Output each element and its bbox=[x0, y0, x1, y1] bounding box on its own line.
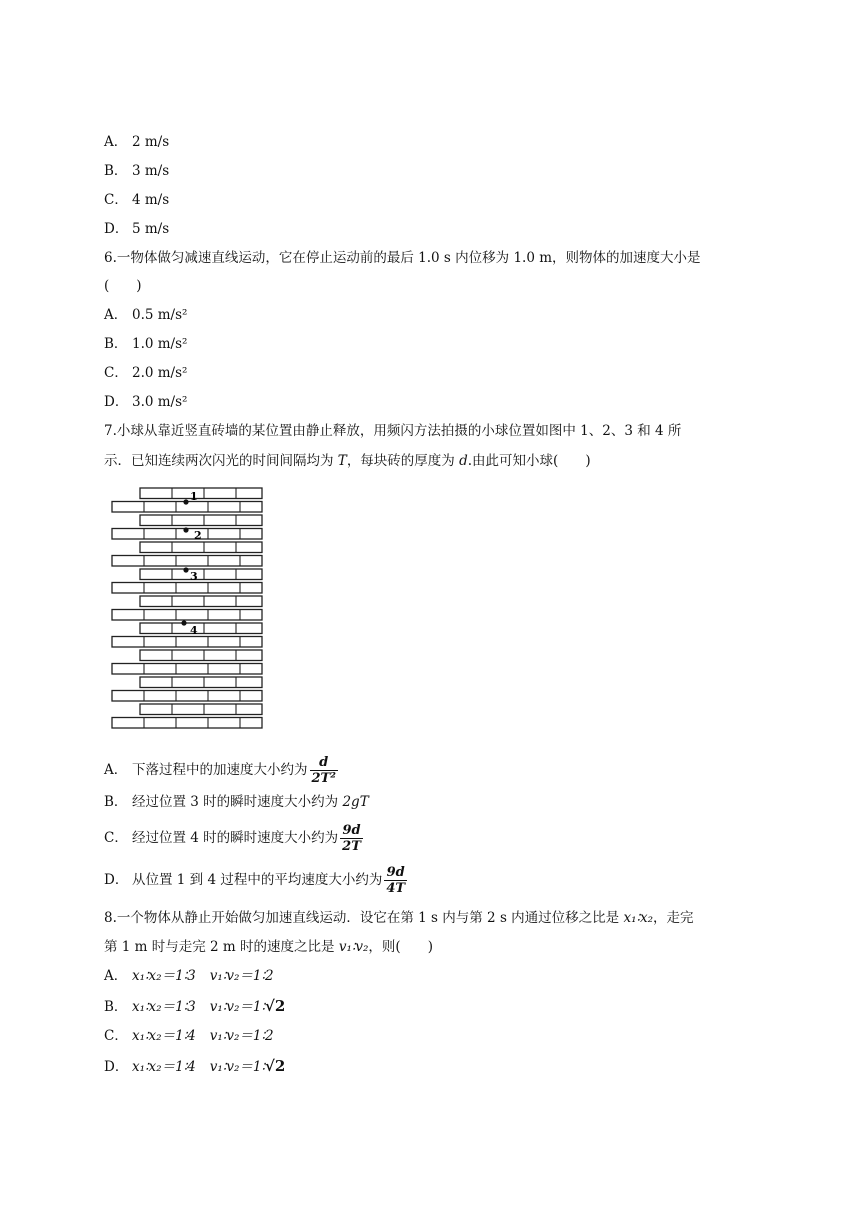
option-text: 3 m/s bbox=[132, 163, 170, 179]
q5-option-a bbox=[104, 132, 169, 152]
option-text: 2.0 m/s² bbox=[132, 365, 188, 381]
option-letter: C． bbox=[104, 830, 128, 846]
v-ratio: v₁∶v₂＝1∶2 bbox=[209, 968, 274, 984]
stem-text: ，则( ) bbox=[368, 939, 433, 955]
option-letter: A． bbox=[104, 307, 128, 323]
option-letter: B． bbox=[104, 794, 128, 810]
q6-option-b bbox=[104, 334, 187, 354]
brick-rows bbox=[112, 488, 262, 728]
ball-position-2 bbox=[183, 527, 188, 532]
x-ratio: x₁∶x₂＝1∶3 bbox=[132, 968, 196, 984]
math-expression: x₁∶x₂ bbox=[623, 910, 654, 926]
q8-stem-line1 bbox=[104, 908, 694, 928]
option-letter: D． bbox=[104, 394, 129, 410]
q6-stem-line1: 6.一物体做匀减速直线运动，它在停止运动前的最后 1.0 s 内位移为 1.0 m，则物体的加速度大小是 bbox=[104, 250, 701, 266]
q6-option-d bbox=[104, 392, 187, 412]
option-letter: C． bbox=[104, 365, 128, 381]
fraction bbox=[340, 824, 363, 853]
q8-option-a bbox=[104, 966, 274, 986]
option-letter: A． bbox=[104, 762, 128, 778]
fraction-numerator: d bbox=[319, 755, 329, 770]
x-ratio: x₁∶x₂＝1∶4 bbox=[132, 1028, 196, 1044]
option-text: 4 m/s bbox=[132, 192, 170, 208]
math-symbol: T bbox=[337, 453, 347, 469]
ball-position-3 bbox=[183, 567, 188, 572]
fraction-denominator: 4T bbox=[386, 881, 406, 896]
q5-option-d bbox=[104, 219, 169, 239]
v-ratio: v₁∶v₂＝1∶ bbox=[209, 999, 265, 1015]
v-ratio: v₁∶v₂＝1∶2 bbox=[209, 1028, 274, 1044]
option-text: 5 m/s bbox=[132, 221, 170, 237]
math-expression: v₁∶v₂ bbox=[338, 939, 369, 955]
fraction-denominator: 2T bbox=[342, 839, 361, 854]
position-label-3: 3 bbox=[190, 570, 198, 583]
brick-wall-figure bbox=[104, 484, 274, 734]
q7-option-c bbox=[104, 824, 363, 853]
brick-row bbox=[140, 677, 262, 688]
brick-row bbox=[140, 569, 262, 580]
q7-option-d bbox=[104, 866, 407, 895]
q8-option-c bbox=[104, 1026, 274, 1046]
option-letter: A． bbox=[104, 968, 128, 984]
fraction-numerator: 9d bbox=[342, 823, 361, 838]
option-text: 0.5 m/s² bbox=[132, 307, 188, 323]
option-text: 经过位置 3 时的瞬时速度大小约为 bbox=[132, 794, 343, 810]
fraction bbox=[310, 756, 338, 785]
brick-row bbox=[140, 542, 262, 553]
option-text: 从位置 1 到 4 过程中的平均速度大小约为 bbox=[132, 872, 383, 888]
brick-row bbox=[140, 596, 262, 607]
brick-row bbox=[140, 704, 262, 715]
brick-row bbox=[140, 623, 262, 634]
stem-text: ，走完 bbox=[653, 910, 694, 926]
option-letter: C． bbox=[104, 192, 128, 208]
x-ratio: x₁∶x₂＝1∶3 bbox=[132, 999, 196, 1015]
q5-option-c bbox=[104, 190, 169, 210]
position-label-4: 4 bbox=[190, 624, 198, 637]
fraction-denominator: 2T² bbox=[311, 771, 336, 786]
q7-stem-line1: 7.小球从靠近竖直砖墙的某位置由静止释放，用频闪方法拍摄的小球位置如图中 1、2、3 和 4 所 bbox=[104, 423, 682, 439]
option-letter: B． bbox=[104, 336, 128, 352]
q6-option-c bbox=[104, 363, 187, 383]
option-text: 1.0 m/s² bbox=[132, 336, 188, 352]
sqrt-expression: √2 bbox=[264, 997, 286, 1015]
math-expression: 2gT bbox=[342, 794, 369, 810]
q8-option-b bbox=[104, 996, 285, 1017]
stem-text: .由此可知小球( ) bbox=[467, 453, 591, 469]
q5-option-b bbox=[104, 161, 169, 181]
brick-row bbox=[140, 515, 262, 526]
option-text: 下落过程中的加速度大小约为 bbox=[132, 762, 308, 778]
stem-text: 示．已知连续两次闪光的时间间隔均为 bbox=[104, 453, 338, 469]
option-text: 3.0 m/s² bbox=[132, 394, 188, 410]
option-letter: B． bbox=[104, 999, 128, 1015]
position-label-2: 2 bbox=[194, 529, 202, 542]
q6-stem-line2: ( ) bbox=[104, 278, 142, 294]
stem-text: ，每块砖的厚度为 bbox=[346, 453, 460, 469]
option-letter: D． bbox=[104, 872, 129, 888]
option-letter: B． bbox=[104, 163, 128, 179]
x-ratio: x₁∶x₂＝1∶4 bbox=[132, 1059, 196, 1075]
ball-position-1 bbox=[183, 499, 188, 504]
option-text: 2 m/s bbox=[132, 134, 170, 150]
q7-option-a bbox=[104, 756, 338, 785]
brick-row bbox=[140, 488, 262, 499]
fraction-numerator: 9d bbox=[386, 865, 405, 880]
q8-option-d bbox=[104, 1056, 285, 1077]
option-letter: A． bbox=[104, 134, 128, 150]
ball-position-4 bbox=[181, 620, 186, 625]
fraction bbox=[384, 866, 407, 895]
v-ratio: v₁∶v₂＝1∶ bbox=[209, 1059, 265, 1075]
q6-option-a bbox=[104, 305, 187, 325]
q7-stem-line2 bbox=[104, 451, 591, 471]
q7-option-b bbox=[104, 792, 369, 812]
stem-text: 8.一个物体从静止开始做匀加速直线运动．设它在第 1 s 内与第 2 s 内通过位移之比是 bbox=[104, 910, 624, 926]
option-letter: D． bbox=[104, 1059, 129, 1075]
position-label-1: 1 bbox=[190, 490, 198, 503]
math-symbol: d bbox=[459, 453, 468, 469]
stem-text: 第 1 m 时与走完 2 m 时的速度之比是 bbox=[104, 939, 339, 955]
brick-row bbox=[140, 650, 262, 661]
sqrt-expression: √2 bbox=[264, 1057, 286, 1075]
option-letter: D． bbox=[104, 221, 129, 237]
q8-stem-line2 bbox=[104, 937, 433, 957]
option-text: 经过位置 4 时的瞬时速度大小约为 bbox=[132, 830, 339, 846]
option-letter: C． bbox=[104, 1028, 128, 1044]
